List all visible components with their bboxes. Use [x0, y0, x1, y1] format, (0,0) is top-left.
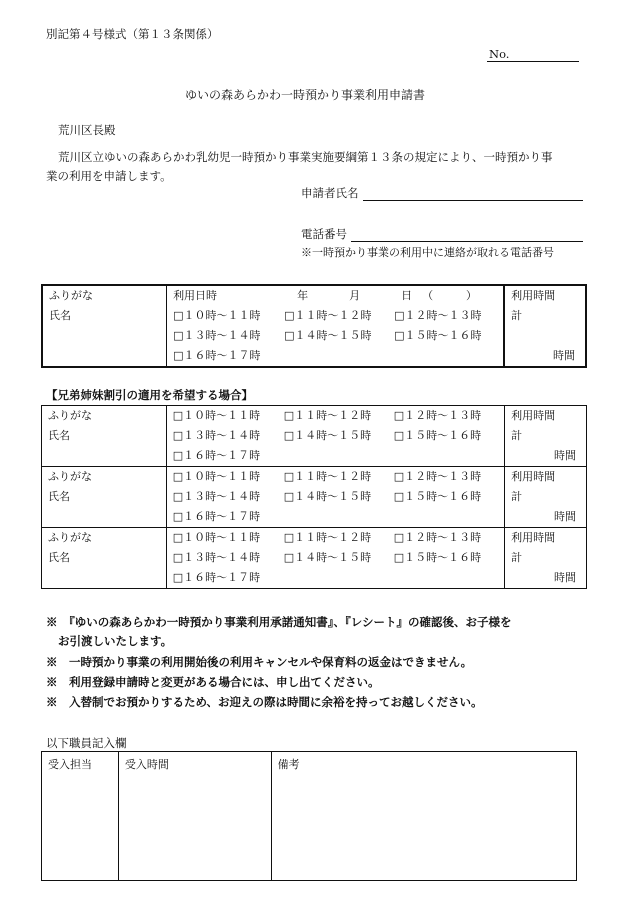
total-label: 計: [511, 490, 523, 503]
date-time-cell: [167, 285, 505, 367]
usage-date-label: 利用日時: [173, 289, 218, 302]
time-slots-cell: [166, 467, 504, 528]
furigana-label: ふりがな: [48, 409, 92, 422]
number-line[interactable]: [487, 61, 579, 62]
name-label: 氏名: [48, 551, 70, 564]
slot-16-17[interactable]: □１６時～１７時: [173, 349, 261, 362]
hours-label: 時間: [554, 510, 576, 523]
slot-13-14[interactable]: □１３時～１４時: [172, 551, 261, 564]
phone-label: 電話番号: [301, 227, 347, 241]
slot-16-17[interactable]: □１６時～１７時: [172, 449, 261, 462]
slot-10-11[interactable]: □１０時～１１時: [173, 309, 261, 322]
number-label: No.: [489, 47, 510, 61]
usage-time-cell[interactable]: [505, 528, 587, 589]
slot-11-12[interactable]: □１１時～１２時: [283, 531, 372, 544]
slot-12-13[interactable]: □１２時～１３時: [393, 531, 482, 544]
total-label: 計: [511, 551, 523, 564]
hours-label: 時間: [553, 349, 575, 362]
phone-field[interactable]: [351, 241, 583, 242]
staff-table: [41, 751, 577, 881]
total-label: 計: [511, 429, 523, 442]
remarks-cell[interactable]: [271, 752, 576, 881]
sibling-info-cell[interactable]: [42, 467, 167, 528]
applicant-name-field[interactable]: [363, 200, 583, 201]
slot-12-13[interactable]: □１２時～１３時: [393, 470, 482, 483]
slot-15-16[interactable]: □１５時～１６時: [393, 551, 482, 564]
addressee: 荒川区長殿: [58, 123, 116, 137]
slot-10-11[interactable]: □１０時～１１時: [172, 531, 261, 544]
note-4: ※ 入替制でお預かりするため、お迎えの際は時間に余裕を持ってお越しください。: [46, 695, 483, 709]
note-3: ※ 利用登録申請時と変更がある場合には、申し出てください。: [46, 675, 380, 689]
time-slots-cell: [166, 528, 504, 589]
slot-15-16[interactable]: □１５時～１６時: [393, 429, 482, 442]
slot-10-11[interactable]: □１０時～１１時: [172, 470, 261, 483]
slot-15-16[interactable]: □１５時～１６時: [394, 329, 482, 342]
slot-13-14[interactable]: □１３時～１４時: [172, 490, 261, 503]
slot-15-16[interactable]: □１５時～１６時: [393, 490, 482, 503]
slot-13-14[interactable]: □１３時～１４時: [172, 429, 261, 442]
application-table: [41, 284, 587, 368]
slot-14-15[interactable]: □１４時～１５時: [283, 490, 372, 503]
name-label: 氏名: [48, 429, 70, 442]
form-reference: 別記第４号様式（第１３条関係）: [46, 27, 219, 41]
furigana-label: ふりがな: [48, 470, 92, 483]
hours-label: 時間: [554, 571, 576, 584]
hours-label: 時間: [554, 449, 576, 462]
usage-time-cell[interactable]: [504, 285, 586, 367]
slot-14-15[interactable]: □１４時～１５時: [283, 551, 372, 564]
phone-note: ※一時預かり事業の利用中に連絡が取れる電話番号: [301, 246, 554, 259]
weekday-paren: （ ）: [422, 289, 478, 302]
intro-line-2: 業の利用を申請します。: [46, 169, 172, 183]
usage-time-label: 利用時間: [511, 531, 556, 544]
time-slots-cell: [166, 406, 504, 467]
slot-11-12[interactable]: □１１時～１２時: [283, 470, 372, 483]
sibling-row: [42, 467, 587, 528]
sibling-row: [42, 406, 587, 467]
sibling-info-cell[interactable]: [42, 406, 167, 467]
note-1: ※ 『ゆいの森あらかわ一時預かり事業利用承諾通知書』、『レシート』の確認後、お子様を: [46, 615, 512, 629]
sibling-row: [42, 528, 587, 589]
day-label: 日: [401, 289, 413, 302]
intro-line-1: 荒川区立ゆいの森あらかわ乳幼児一時預かり事業実施要綱第１３条の規定により、一時預かり事: [58, 150, 553, 164]
receiving-time-cell[interactable]: [118, 752, 271, 881]
usage-time-label: 利用時間: [511, 470, 556, 483]
receiving-time-label: 受入時間: [124, 758, 169, 771]
slot-14-15[interactable]: □１４時～１５時: [283, 429, 372, 442]
month-label: 月: [349, 289, 361, 302]
slot-11-12[interactable]: □１１時～１２時: [283, 409, 372, 422]
usage-time-label: 利用時間: [511, 409, 556, 422]
furigana-label: ふりがな: [48, 531, 92, 544]
sibling-heading: 【兄弟姉妹割引の適用を希望する場合】: [46, 388, 253, 402]
usage-time-label: 利用時間: [511, 289, 556, 302]
sibling-table: [41, 405, 587, 589]
name-label: 氏名: [48, 490, 70, 503]
note-1-cont: お引渡しいたします。: [58, 634, 173, 648]
slot-16-17[interactable]: □１６時～１７時: [172, 510, 261, 523]
slot-12-13[interactable]: □１２時～１３時: [393, 409, 482, 422]
page-title: ゆいの森あらかわ一時預かり事業利用申請書: [185, 88, 426, 102]
slot-16-17[interactable]: □１６時～１７時: [172, 571, 261, 584]
receiving-staff-label: 受入担当: [48, 758, 92, 771]
child-info-cell[interactable]: [42, 285, 167, 367]
total-label: 計: [511, 309, 523, 322]
slot-12-13[interactable]: □１２時～１３時: [394, 309, 482, 322]
slot-13-14[interactable]: □１３時～１４時: [173, 329, 261, 342]
receiving-staff-cell[interactable]: [42, 752, 119, 881]
usage-time-cell[interactable]: [505, 467, 587, 528]
remarks-label: 備考: [277, 758, 300, 771]
sibling-info-cell[interactable]: [42, 528, 167, 589]
slot-10-11[interactable]: □１０時～１１時: [172, 409, 261, 422]
year-label: 年: [297, 289, 309, 302]
staff-heading: 以下職員記入欄: [46, 736, 127, 750]
furigana-label: ふりがな: [49, 289, 93, 302]
slot-14-15[interactable]: □１４時～１５時: [284, 329, 372, 342]
name-label: 氏名: [49, 309, 71, 322]
note-2: ※ 一時預かり事業の利用開始後の利用キャンセルや保育料の返金はできません。: [46, 655, 473, 669]
usage-time-cell[interactable]: [505, 406, 587, 467]
applicant-name-label: 申請者氏名: [301, 186, 359, 200]
slot-11-12[interactable]: □１１時～１２時: [284, 309, 372, 322]
